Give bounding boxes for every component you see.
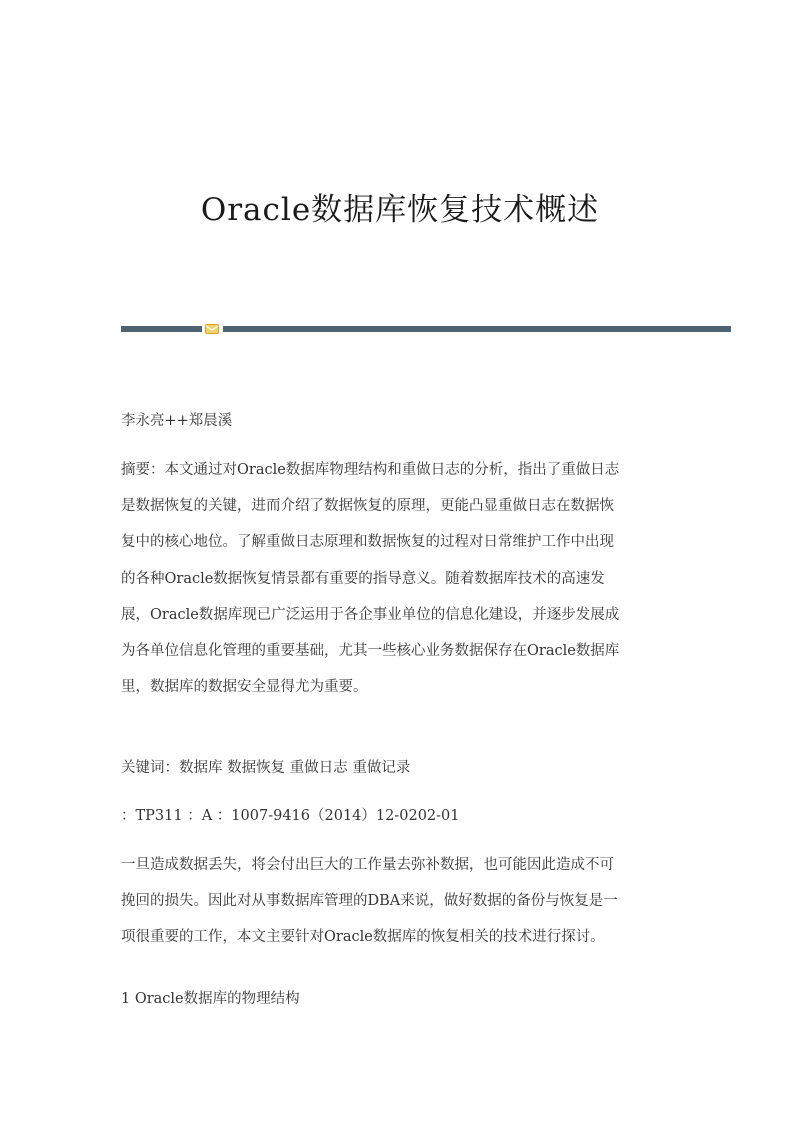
classification-info: ：TP311 ：A ：1007-9416（2014）12-0202-01 — [121, 808, 460, 824]
abstract-line: 摘要：本文通过对Oracle数据库物理结构和重做日志的分析，指出了重做日志 — [121, 462, 620, 478]
abstract-line: 是数据恢复的关键，进而介绍了数据恢复的原理，更能凸显重做日志在数据恢 — [121, 498, 614, 515]
keywords: 关键词：数据库 数据恢复 重做日志 重做记录 — [121, 760, 411, 776]
abstract-line: 展，Oracle数据库现已广泛运用于各企事业单位的信息化建设，并逐步发展成 — [121, 606, 620, 623]
intro-line: 挽回的损失。因此对从事数据库管理的DBA来说，做好数据的备份与恢复是一 — [121, 893, 618, 910]
abstract-line: 里，数据库的数据安全显得尤为重要。 — [121, 679, 368, 696]
divider-bar-right — [223, 326, 731, 332]
abstract-line: 的各种Oracle数据恢复情景都有重要的指导意义。随着数据库技术的高速发 — [121, 570, 605, 587]
intro-paragraph — [121, 847, 691, 956]
abstract-line: 复中的核心地位。了解重做日志原理和数据恢复的过程对日常维护工作中出现 — [121, 534, 614, 551]
abstract-line: 为各单位信息化管理的重要基础，尤其一些核心业务数据保存在Oracle数据库 — [121, 643, 620, 660]
authors: 李永亮++郑晨溪 — [121, 413, 233, 429]
intro-line: 一旦造成数据丢失，将会付出巨大的工作量去弥补数据，也可能因此造成不可 — [121, 857, 614, 873]
divider-bar-left — [121, 326, 202, 332]
title-divider — [121, 326, 731, 334]
intro-line: 项很重要的工作，本文主要针对Oracle数据库的恢复相关的技术进行探讨。 — [121, 929, 605, 946]
section-heading: 1 Oracle数据库的物理结构 — [121, 991, 300, 1007]
document-title: Oracle数据库恢复技术概述 — [200, 192, 600, 228]
abstract-paragraph — [121, 452, 691, 705]
envelope-icon — [205, 324, 219, 334]
